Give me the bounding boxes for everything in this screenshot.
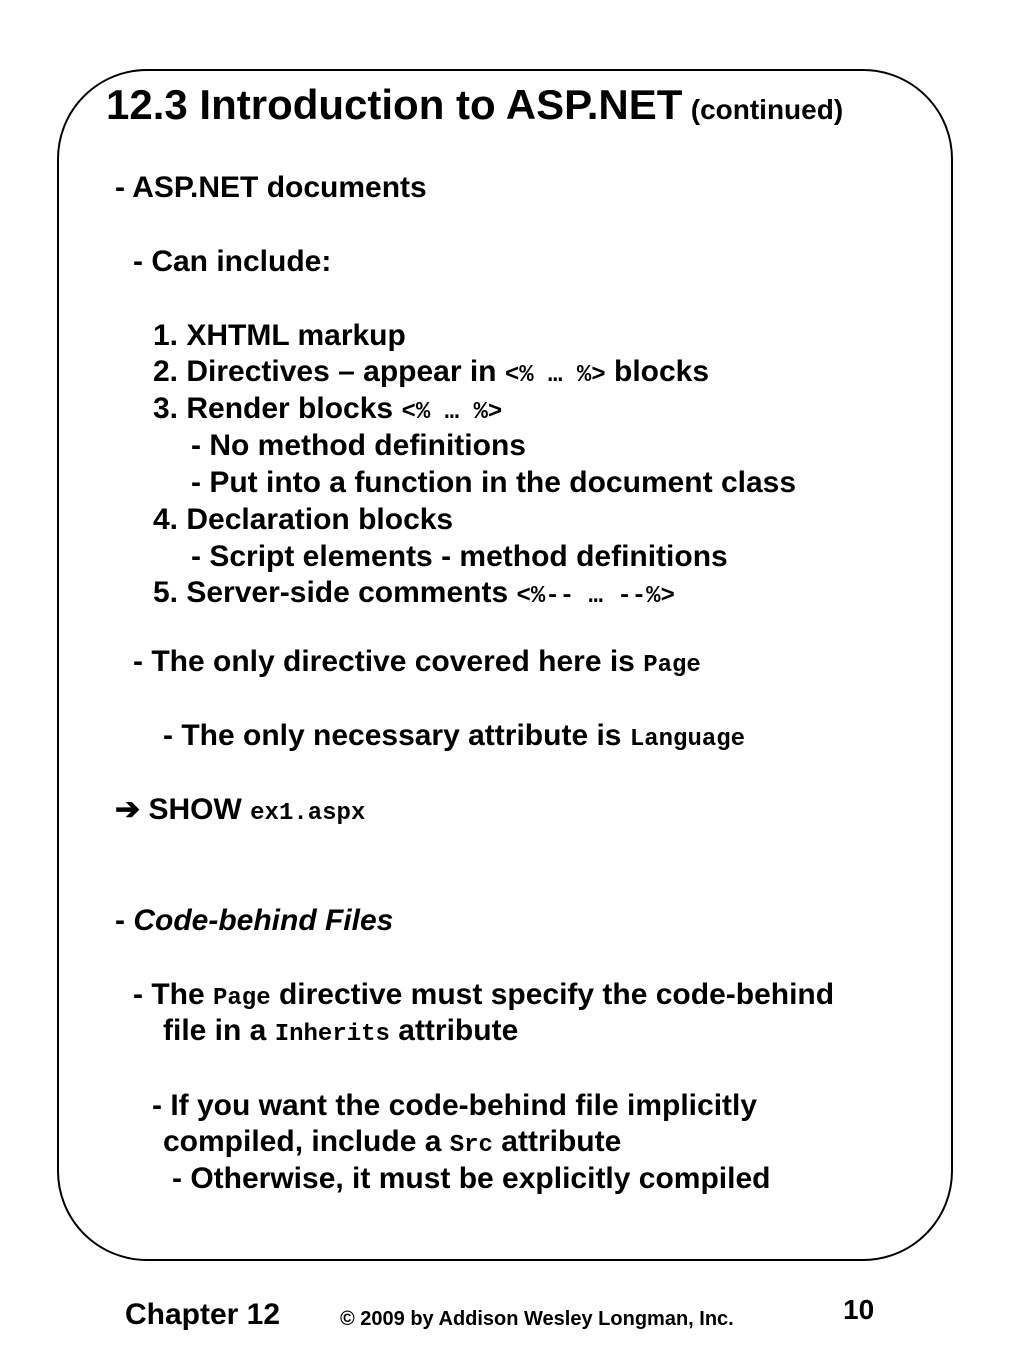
bullet-asp-net-documents: - ASP.NET documents: [115, 171, 427, 204]
bullet-can-include: - Can include:: [133, 245, 332, 278]
bullet-inherits-attribute: file in a Inherits attribute: [163, 1014, 519, 1048]
bullet-src-attribute: compiled, include a Src attribute: [163, 1125, 622, 1159]
sub-item-explicitly-compiled: - Otherwise, it must be explicitly compiled: [172, 1162, 771, 1195]
sub-item-script-elements: - Script elements - method definitions: [191, 540, 728, 573]
bullet-implicitly-compiled: - If you want the code-behind file implicitly: [152, 1089, 758, 1122]
page-number: 10: [843, 1294, 875, 1325]
bullet-only-directive: - The only directive covered here is Page: [133, 645, 701, 679]
arrow-right-icon: ➔: [115, 793, 141, 826]
footer-copyright: © 2009 by Addison Wesley Longman, Inc.: [340, 1308, 734, 1330]
list-item-render-blocks: 3. Render blocks <% … %>: [153, 392, 503, 426]
section-code-behind-files: - Code-behind Files: [115, 904, 394, 937]
show-example: ➔ SHOW ex1.aspx: [115, 793, 366, 827]
sub-item-put-into-function: - Put into a function in the document class: [191, 466, 797, 499]
footer-chapter: Chapter 12: [125, 1298, 281, 1331]
list-item-directives: 2. Directives – appear in <% … %> blocks: [153, 355, 710, 389]
sub-item-no-method-definitions: - No method definitions: [191, 429, 526, 462]
slide-title: 12.3 Introduction to ASP.NET (continued): [106, 81, 844, 128]
list-item-xhtml-markup: 1. XHTML markup: [153, 319, 406, 352]
list-item-server-side-comments: 5. Server-side comments <%-- … --%>: [153, 576, 675, 610]
list-item-declaration-blocks: 4. Declaration blocks: [153, 503, 454, 536]
bullet-page-directive: - The Page directive must specify the code-behind: [133, 978, 835, 1012]
bullet-only-necessary-attribute: - The only necessary attribute is Language: [163, 719, 746, 753]
